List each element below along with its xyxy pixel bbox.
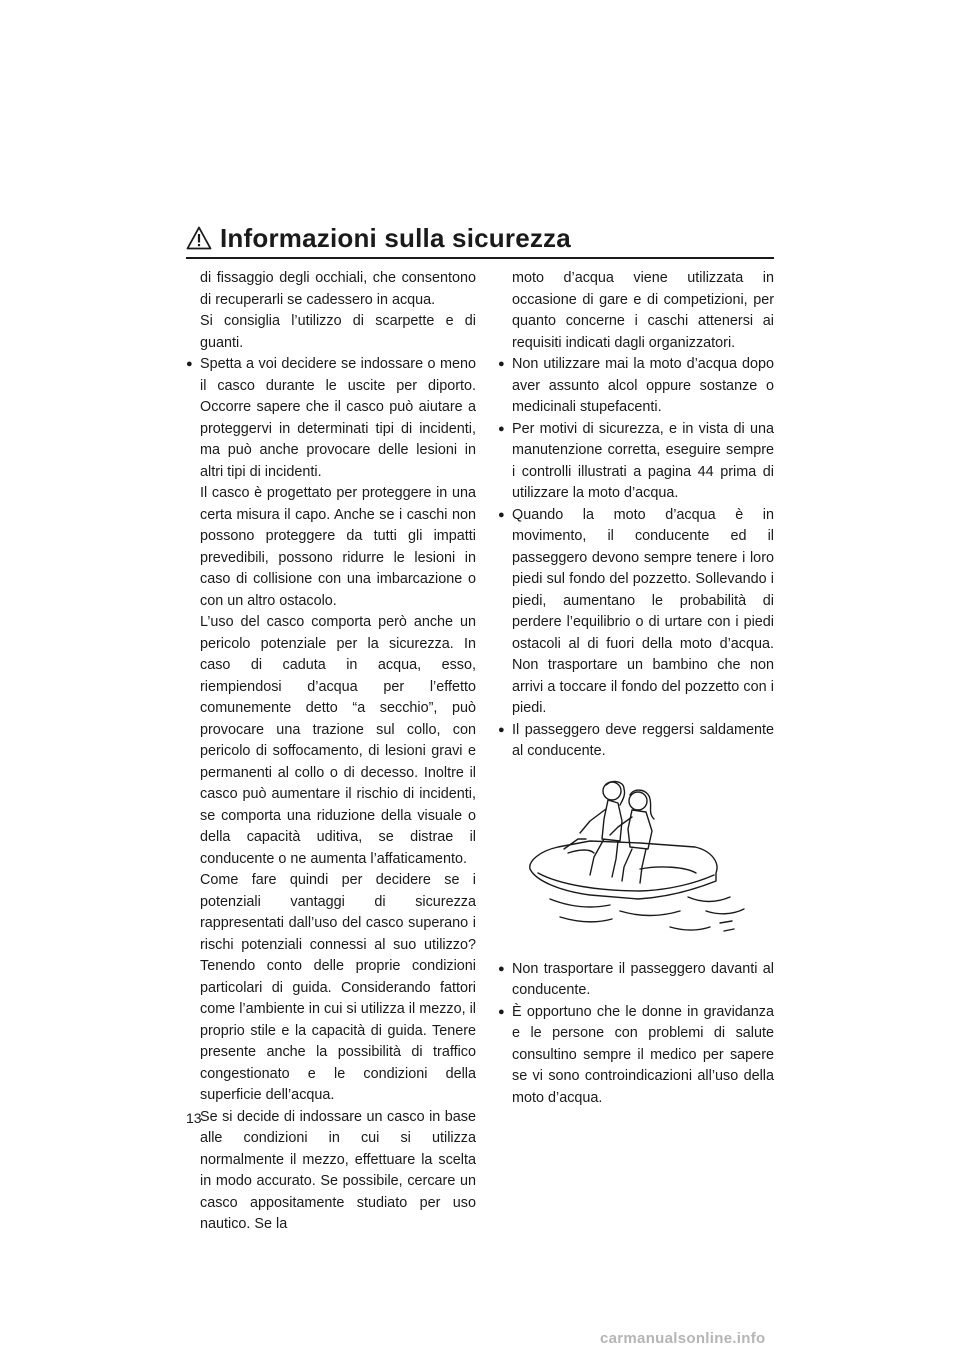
bullet-text: È opportuno che le donne in gravidanza e le persone con problemi di salute consultino sempre il medico per sapere se vi sono controindicazioni all’uso della moto d’acqua. [512,1003,774,1106]
bullet-text: Il passeggero deve reggersi saldamente al conducente. [512,721,774,759]
header-rule [186,257,774,259]
bullet-icon: ● [186,358,193,370]
bullet-item [186,354,476,483]
bullet-text: Non utilizzare mai la moto d’acqua dopo aver assunto alcol oppure sostanze o medicinali stupefacenti. [512,356,774,415]
bullet-icon: ● [498,723,505,736]
page-header [186,222,774,256]
bullet-icon: ● [498,962,505,975]
bullet-item [498,1002,774,1110]
paragraph: moto d’acqua viene utilizzata in occasione di gare e di competizioni, per quanto concerne i caschi attenersi ai requisiti indicati dagli organizzatori. [512,270,774,351]
bullet-item [498,720,774,763]
paragraph: L’uso del casco comporta però anche un pericolo potenziale per la sicurezza. In caso di caduta in acqua, esso, riempiendosi d’acqua per l’effetto comunemente detto “a secchio”, può provocare una trazione sul collo, con pericolo di soffocamento, di lesioni gravi e permanenti al collo o di decesso. Inoltre il casco può aumentare il rischio di incidenti, se comporta una riduzione della visuale o della capacità uditiva, se distrae il conducente o ne aumenta l’affaticamento. [200,614,476,867]
paragraph: Come fare quindi per decidere se i potenziali vantaggi di sicurezza rappresentati dall’uso del casco superano i rischi potenziali connessi al suo utilizzo? Tenendo conto delle proprie condizioni particolari di guida. Considerando fattori come l’ambiente in cui si utilizza il mezzo, il proprio stile e la capacità di guida. Tenere presente anche la possibilità di traffico congestionato e le condizioni della superficie dell’acqua. [200,872,476,1103]
paragraph: di fissaggio degli occhiali, che consentono di recuperarli se cadessero in acqua. [200,270,476,308]
footer-watermark: carmanualsonline.info [600,1330,766,1347]
page-number: 13 [186,1110,202,1126]
right-column [498,268,774,1109]
right-column-bottom [498,959,774,1110]
bullet-item [498,959,774,1002]
bullet-item [498,354,774,419]
bullet-icon: ● [498,422,505,435]
bullet-text: Quando la moto d’acqua è in movimento, il conducente ed il passeggero devono sempre tenere i loro piedi sul fondo del pozzetto. Sollevando i piedi, aumentano le probabilità di perdere l’equilibrio o di urtare con i piedi ostacoli al di fuori della moto d’acqua. Non trasportare un bambino che non arrivi a toccare il fondo del pozzetto con i piedi. [512,506,774,716]
page-title: Informazioni sulla sicurezza [220,223,571,253]
bullet-text: Non trasportare il passeggero davanti al conducente. [512,960,774,998]
warning-triangle-icon [186,226,212,250]
bullet-icon: ● [498,508,505,521]
paragraph: Se si decide di indossare un casco in base alle condizioni in cui si utilizza normalmente il mezzo, effettuare la scelta in modo accurato. Se possibile, cercare un casco appositamente studiato per uso nautico. Se la [200,1108,476,1232]
bullet-item [498,419,774,505]
left-column [186,268,476,1236]
bullet-icon: ● [498,358,505,370]
bullet-item [498,505,774,720]
bullet-icon: ● [498,1005,505,1018]
paragraph: Si consiglia l’utilizzo di scarpette e di guanti. [200,313,476,351]
bullet-text: Per motivi di sicurezza, e in vista di una manutenzione corretta, eseguire sempre i controlli illustrati a pagina 44 prima di utilizzare la moto d’acqua. [512,420,774,501]
jet-ski-riders-illustration [520,777,750,947]
right-column-top [498,268,774,763]
bullet-text: Spetta a voi decidere se indossare o meno il casco durante le uscite per diporto. Occorre sapere che il casco può aiutare a proteggervi in determinati tipi di incidenti, ma può anche provocare delle lesioni in altri tipi di incidenti. [200,356,476,480]
paragraph: Il casco è progettato per proteggere in una certa misura il capo. Anche se i caschi non possono proteggere da tutti gli impatti prevedibili, possono ridurre le lesioni in caso di collisione con una imbarcazione o con un altro ostacolo. [200,485,476,609]
